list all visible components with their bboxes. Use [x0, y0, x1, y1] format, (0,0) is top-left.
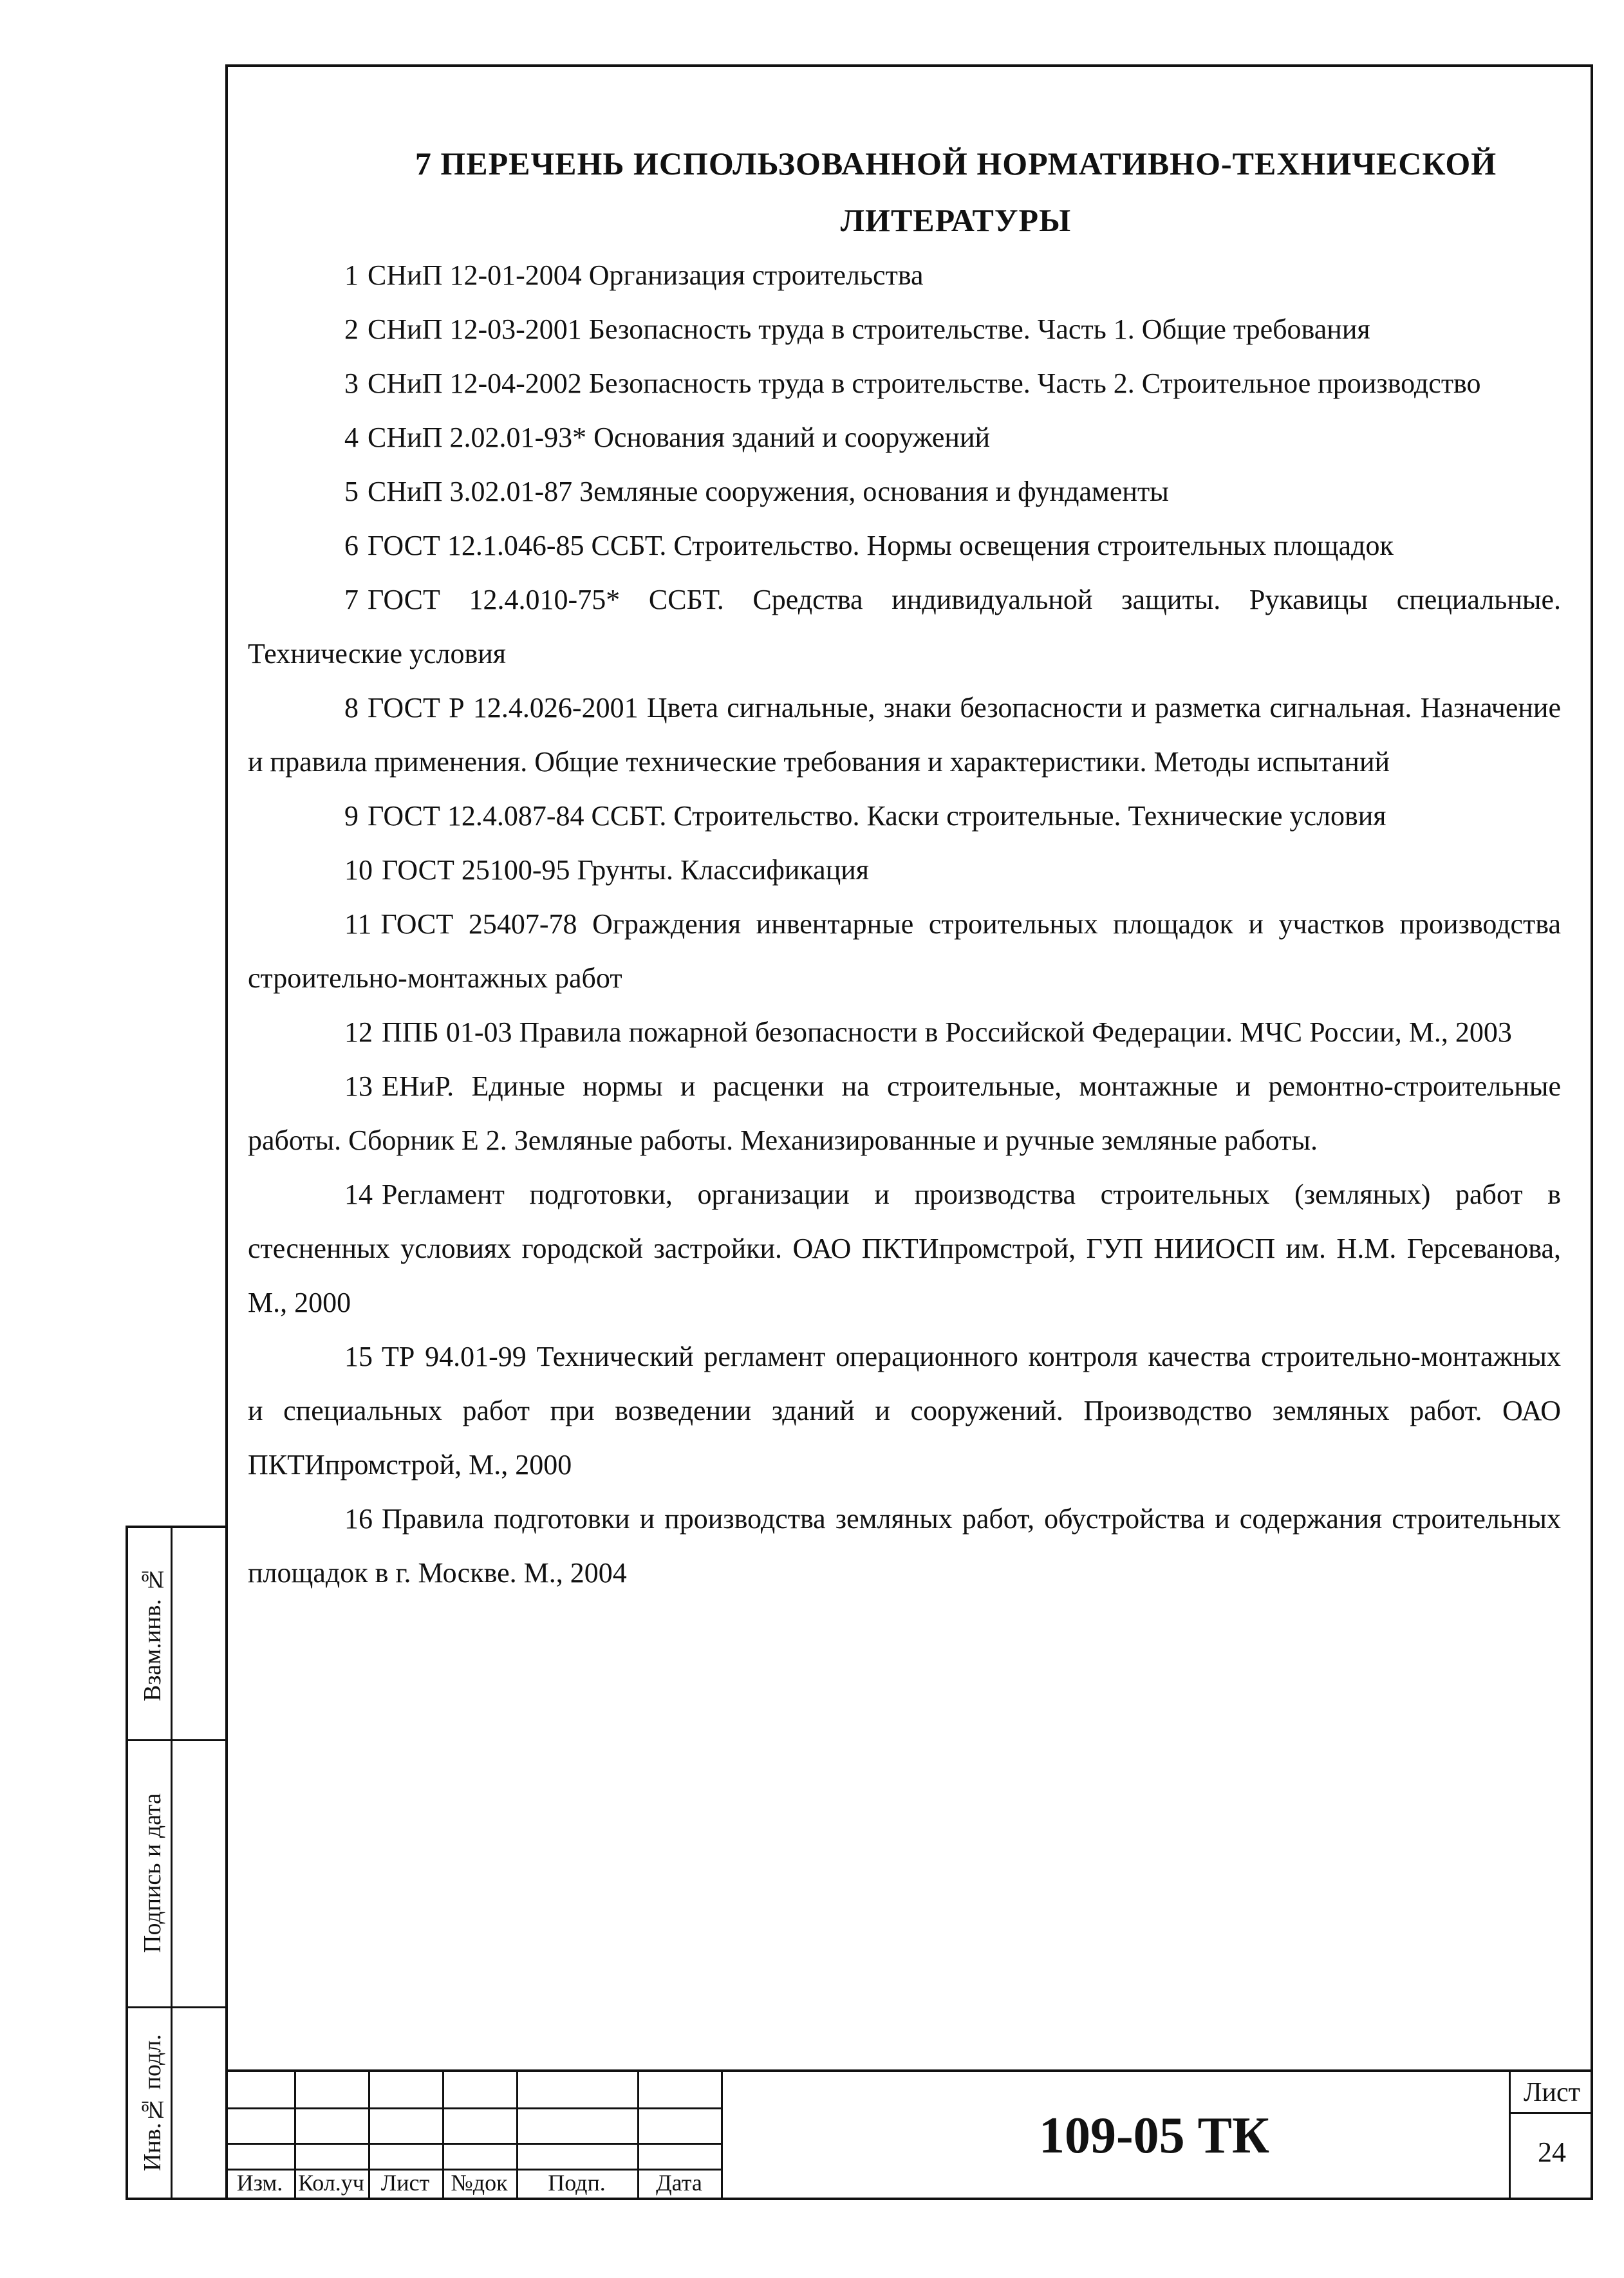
reference-number: 16	[344, 1503, 373, 1535]
reference-number: 3	[344, 368, 359, 399]
title-block	[225, 2069, 1593, 2200]
column-header-count: Кол.уч	[298, 2170, 364, 2196]
reference-item	[248, 465, 1561, 519]
reference-text: ГОСТ 25100-95 Грунты. Классификация	[382, 854, 870, 886]
reference-item	[248, 303, 1561, 357]
reference-item	[248, 1492, 1561, 1600]
document-code-cell	[721, 2072, 1624, 2200]
section-heading	[351, 135, 1561, 248]
reference-text: ГОСТ 25407-78 Ограждения инвентарные строительных площадок и участков производства строительно-монтажных работ	[248, 908, 1561, 994]
reference-number: 2	[344, 313, 359, 345]
reference-number: 10	[344, 854, 373, 886]
reference-text: ГОСТ 12.1.046-85 ССБТ. Строительство. Нормы освещения строительных площадок	[368, 530, 1394, 561]
reference-item	[248, 1168, 1561, 1330]
reference-item	[248, 681, 1561, 789]
reference-item	[248, 789, 1561, 843]
column-header-sheet: Лист	[380, 2170, 430, 2196]
section-heading-line-2: ЛИТЕРАТУРЫ	[840, 202, 1072, 238]
reference-text: СНиП 2.02.01-93* Основания зданий и сооружений	[368, 422, 991, 453]
column-header-date: Дата	[656, 2170, 702, 2196]
revision-table	[225, 2072, 721, 2200]
reference-number: 5	[344, 476, 359, 507]
reference-text: Правила подготовки и производства земляных работ, обустройства и содержания строительных площадок в г. Москве. М., 2004	[248, 1503, 1561, 1589]
reference-text: СНиП 3.02.01-87 Земляные сооружения, основания и фундаменты	[368, 476, 1169, 507]
column-header-change: Изм.	[236, 2170, 283, 2196]
reference-text: Регламент подготовки, организации и производства строительных (земляных) работ в стесненных условиях городской застройки. ОАО ПКТИпромстрой, ГУП НИИОСП им. Н.М. Герсеванова, М., 2000	[248, 1179, 1561, 1318]
reference-number: 7	[344, 584, 359, 615]
section-heading-line-1: 7 ПЕРЕЧЕНЬ ИСПОЛЬЗОВАННОЙ НОРМАТИВНО-ТЕХНИЧЕСКОЙ	[415, 145, 1497, 182]
reference-item	[248, 1005, 1561, 1060]
side-label-replaced-inv: Взам.инв. №	[139, 1565, 166, 1702]
reference-text: ЕНиР. Единые нормы и расценки на строительные, монтажные и ремонтно-строительные работы. Сборник Е 2. Земляные работы. Механизированные и ручные земляные работы.	[248, 1070, 1561, 1156]
side-stamp	[126, 1526, 225, 2200]
column-header-doc-number: №док	[451, 2170, 508, 2196]
column-header-signature: Подп.	[548, 2170, 606, 2196]
reference-text: СНиП 12-01-2004 Организация строительства	[368, 259, 924, 291]
reference-number: 11	[344, 908, 372, 940]
side-label-original-inv: Инв.№ подл.	[139, 2034, 166, 2172]
reference-number: 9	[344, 800, 359, 832]
document-code: 109-05 ТК	[1038, 2107, 1269, 2164]
reference-number: 6	[344, 530, 359, 561]
reference-item	[248, 573, 1561, 681]
reference-item	[248, 519, 1561, 573]
reference-list	[248, 248, 1561, 1600]
sheet-cell	[1509, 2072, 1593, 2200]
reference-item	[248, 411, 1561, 465]
reference-number: 14	[344, 1179, 373, 1210]
reference-text: ППБ 01-03 Правила пожарной безопасности в Российской Федерации. МЧС России, М., 2003	[382, 1016, 1512, 1048]
reference-item	[248, 1060, 1561, 1168]
reference-number: 12	[344, 1016, 373, 1048]
reference-item	[248, 357, 1561, 411]
reference-number: 4	[344, 422, 359, 453]
document-body	[248, 135, 1561, 1600]
reference-item	[248, 897, 1561, 1005]
reference-number: 15	[344, 1341, 373, 1372]
reference-item	[248, 843, 1561, 897]
reference-text: ГОСТ 12.4.087-84 ССБТ. Строительство. Каски строительные. Технические условия	[368, 800, 1386, 832]
reference-item	[248, 1330, 1561, 1492]
reference-item	[248, 248, 1561, 303]
reference-text: ГОСТ 12.4.010-75* ССБТ. Средства индивидуальной защиты. Рукавицы специальные. Технические условия	[248, 584, 1561, 669]
reference-text: ГОСТ Р 12.4.026-2001 Цвета сигнальные, знаки безопасности и разметка сигнальная. Назначение и правила применения. Общие технические требования и характеристики. Методы испытаний	[248, 692, 1561, 778]
reference-number: 8	[344, 692, 359, 724]
reference-text: СНиП 12-04-2002 Безопасность труда в строительстве. Часть 2. Строительное производство	[368, 368, 1481, 399]
side-label-signature-date: Подпись и дата	[139, 1793, 166, 1953]
reference-number: 13	[344, 1070, 373, 1102]
sheet-number: 24	[1538, 2136, 1566, 2168]
reference-text: ТР 94.01-99 Технический регламент операционного контроля качества строительно-монтажных и специальных работ при возведении зданий и сооружений. Производство земляных работ. ОАО ПКТИпромстрой, М., 2000	[248, 1341, 1561, 1480]
reference-number: 1	[344, 259, 359, 291]
reference-text: СНиП 12-03-2001 Безопасность труда в строительстве. Часть 1. Общие требования	[368, 313, 1370, 345]
sheet-label: Лист	[1511, 2072, 1593, 2114]
